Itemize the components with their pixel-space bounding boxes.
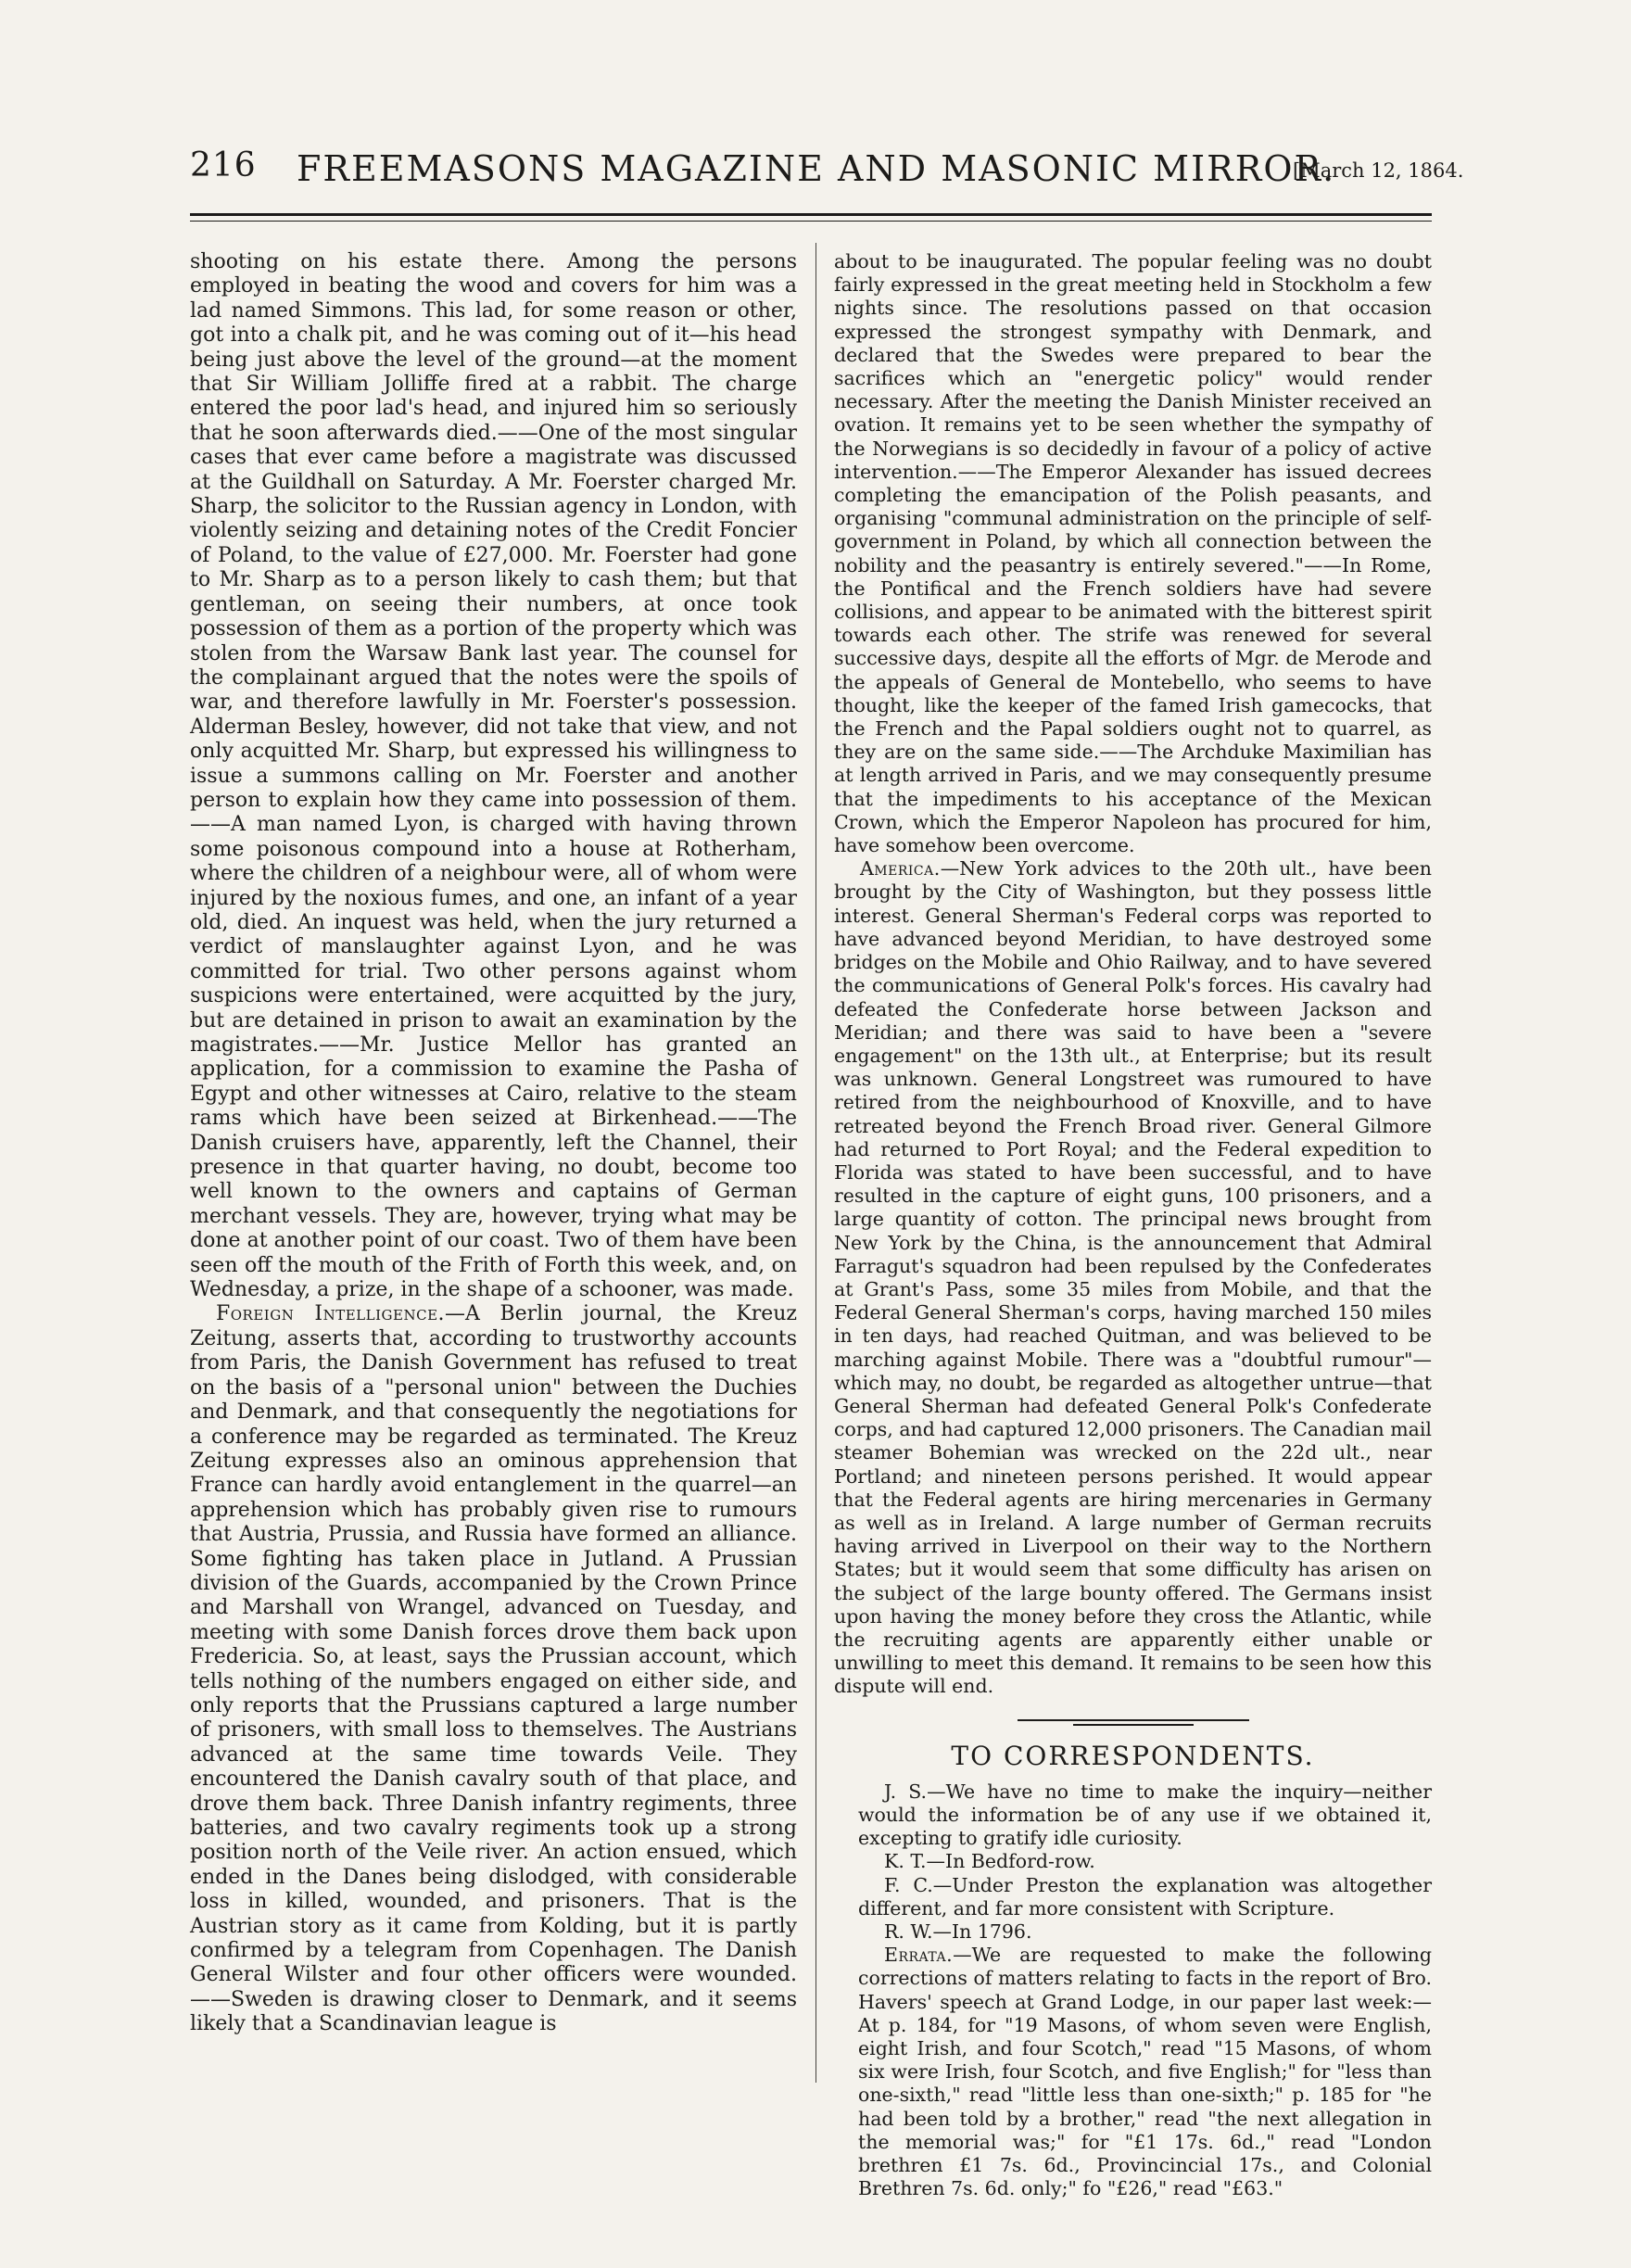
correspondent-note: K. T.—In Bedford-row.	[884, 1850, 1095, 1873]
section-separator	[1018, 1719, 1249, 1726]
correspondent-note: R. W.—In 1796.	[884, 1920, 1032, 1944]
errata-text: —We are requested to make the following corrections of matters relating to facts in the report of Bro. Havers' speech at Grand Lodge, in our paper last week:—At p. 184, for "19 Masons, of whom seven were English, eight Irish, and four Scotch," read "15 Masons, of whom six were Irish, four Scotch, and five English;" for "less than one-sixth," read "little less than one-sixth;" p. 185 for "he had been told by a brother," read "the next allegation in the memorial was;" for "£1 17s. 6d.," read "London brethren £1 7s. 6d., Provincincial 17s., and Colonial Brethren 7s. 6d. only;" fo "£26," read "£63."	[858, 1944, 1432, 2200]
article-paragraph	[834, 857, 1432, 1698]
paragraph-text: —A Berlin journal, the Kreuz Zeitung, asserts that, according to trustworthy accounts from Paris, the Danish Government has refused to treat on the basis of a "personal union" between the Duchies and Denmark, and that consequently the negotiations for a conference may be regarded as terminated. The Kreuz Zeitung expresses also an ominous apprehension that France can hardly avoid entanglement in the quarrel—an apprehension which has probably given rise to rumours that Austria, Prussia, and Russia have formed an alliance. Some fighting has taken place in Jutland. A Prussian division of the Guards, accompanied by the Crown Prince and Marshall von Wrangel, advanced on Tuesday, and meeting with some Danish forces drove them back upon Fredericia. So, at least, says the Prussian account, which tells nothing of the numbers engaged on either side, and only reports that the Prussians captured a large number of prisoners, with small loss to themselves. The Austrians advanced at the same time towards Veile. They encountered the Danish cavalry south of that place, and drove them back. Three Danish infantry regiments, three batteries, and two cavalry regiments took up a strong position north of the Veile river. An action ensued, which ended in the Danes being dislodged, with considerable loss in killed, wounded, and prisoners. That is the Austrian story as it came from Kolding, but it is partly confirmed by a telegram from Copenhagen. The Danish General Wilster and four other officers were wounded.——Sweden is drawing closer to Denmark, and it seems likely that a Scandinavian league is	[190, 1302, 797, 2036]
header-rule-thick	[190, 213, 1432, 216]
issue-date: [March 12, 1864.	[1293, 159, 1464, 182]
article-paragraph: shooting on his estate there. Among the persons employed in beating the wood and covers for him was a lad named Simmons. This lad, for some reason or other, got into a chalk pit, and he was coming out of it—his head being just above the level of the ground—at the moment that Sir William Jolliffe fired at a rabbit. The charge entered the poor lad's head, and injured him so seriously that he soon afterwards died.——One of the most singular cases that ever came before a magistrate was discussed at the Guildhall on Saturday. A Mr. Foerster charged Mr. Sharp, the solicitor to the Russian agency in London, with violently seizing and detaining notes of the Credit Foncier of Poland, to the value of £27,000. Mr. Foerster had gone to Mr. Sharp as to a person likely to cash them; but that gentleman, on seeing their numbers, at once took possession of them as a portion of the property which was stolen from the Warsaw Bank last year. The counsel for the complainant argued that the notes were the spoils of war, and therefore lawfully in Mr. Foerster's possession. Alderman Besley, however, did not take that view, and not only acquitted Mr. Sharp, but expressed his willingness to issue a summons calling on Mr. Foerster and another person to explain how they came into possession of them. ——A man named Lyon, is charged with having thrown some poisonous compound into a house at Rotherham, where the children of a neighbour were, all of whom were injured by the noxious fumes, and one, an infant of a year old, died. An inquest was held, when the jury returned a verdict of manslaughter against Lyon, and he was committed for trial. Two other persons against whom suspicions were entertained, were acquitted by the jury, but are detained in prison to await an examination by the magistrates.——Mr. Justice Mellor has granted an application, for a commission to examine the Pasha of Egypt and other witnesses at Cairo, relative to the steam rams which have been seized at Birkenhead.——The Danish cruisers have, apparently, left the Channel, their presence in that quarter having, no doubt, become too well known to the owners and captains of German merchant vessels. They are, however, trying what may be done at another point of our coast. Two of them have been seen off the mouth of the Frith of Forth this week, and, on Wednesday, a prize, in the shape of a schooner, was made.	[190, 250, 797, 1302]
section-title-correspondents: TO CORRESPONDENTS.	[951, 1740, 1315, 1771]
masthead-title: FREEMASONS MAGAZINE AND MASONIC MIRROR.	[297, 148, 1336, 189]
article-paragraph	[190, 1302, 797, 2036]
header-rule-thin	[190, 221, 1432, 222]
page-number: 216	[190, 146, 257, 184]
paragraph-text: —New York advices to the 20th ult., have been brought by the City of Washington, but they possess little interest. General Sherman's Federal corps was reported to have advanced beyond Meridian, to have destroyed some bridges on the Mobile and Ohio Railway, and to have severed the communications of General Polk's forces. His cavalry had defeated the Confederate horse between Jackson and Meridian; and there was said to have been a "severe engagement" on the 13th ult., at Enterprise; but its result was unknown. General Longstreet was rumoured to have retired from the neighbourhood of Knoxville, and to have retreated beyond the French Broad river. General Gilmore had returned to Port Royal; and the Federal expedition to Florida was stated to have been successful, and to have resulted in the capture of eight guns, 100 prisoners, and a large quantity of cotton. The principal news brought from New York by the China, is the announcement that Admiral Farragut's squadron had been repulsed by the Confederates at Grant's Pass, some 35 miles from Mobile, and that the Federal General Sherman's corps, having marched 150 miles in ten days, had reached Quitman, and was believed to be marching against Mobile. There was a "doubtful rumour"—which may, no doubt, be regarded as altogether untrue—that General Sherman had defeated General Polk's Confederate corps, and had captured 12,000 prisoners. The Canadian mail steamer Bohemian was wrecked on the 22d ult., near Portland; and nineteen persons perished. It would appear that the Federal agents are hiring mercenaries in Germany as well as in Ireland. A large number of German recruits having arrived in Liverpool on their way to the Northern States; but it would seem that some difficulty has arisen on the subject of the large bounty offered. The Germans insist upon having the money before they cross the Atlantic, while the recruiting agents are apparently either unable or unwilling to meet this demand. It remains to be seen how this dispute will end.	[834, 857, 1432, 1698]
article-paragraph: about to be inaugurated. The popular feeling was no doubt fairly expressed in the great meeting held in Stockholm a few nights since. The resolutions passed on that occasion expressed the strongest sympathy with Denmark, and declared that the Swedes were prepared to bear the sacrifices which an "energetic policy" would render necessary. After the meeting the Danish Minister received an ovation. It remains yet to be seen whether the sympathy of the Norwegians is so decidedly in favour of a policy of active intervention.——The Emperor Alexander has issued decrees completing the emancipation of the Polish peasants, and organising "communal administration on the principle of self-government in Poland, by which all connection between the nobility and the peasantry is entirely severed."——In Rome, the Pontifical and the French soldiers have had severe collisions, and appear to be animated with the bitterest spirit towards each other. The strife was renewed for several successive days, despite all the efforts of Mgr. de Merode and the appeals of General de Montebello, who seems to have thought, like the keeper of the famed Irish gamecocks, that the French and the Papal soldiers ought not to quarrel, as they are on the same side.——The Archduke Maximilian has at length arrived in Paris, and we may consequently presume that the impediments to his acceptance of the Mexican Crown, which the Emperor Napoleon has procured for him, have somehow been overcome.	[834, 250, 1432, 857]
section-heading-america: America.	[860, 857, 941, 881]
section-heading-foreign-intelligence: Foreign Intelligence.	[216, 1302, 446, 1326]
right-column	[834, 250, 1432, 2200]
left-column	[190, 250, 797, 2037]
correspondent-note: F. C.—Under Preston the explanation was altogether different, and far more consistent with Scripture.	[858, 1873, 1432, 1920]
errata-note	[834, 1944, 1432, 2200]
errata-heading: Errata.	[884, 1944, 954, 1967]
correspondent-note: J. S.—We have no time to make the inquiry—neither would the information be of any use if we obtained it, excepting to gratify idle curiosity.	[858, 1780, 1432, 1850]
